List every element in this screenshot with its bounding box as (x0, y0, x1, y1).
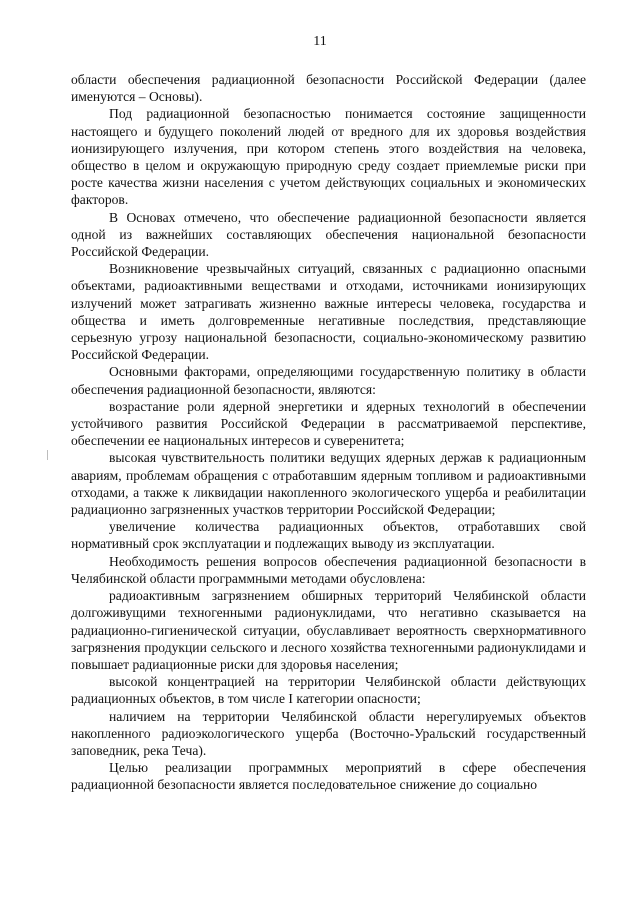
paragraph-13: Целью реализации программных мероприятий в сфере обеспечения радиационной безопасности является последовательное снижение до социально (71, 760, 586, 793)
page-number: 11 (313, 34, 327, 49)
paragraph-11: высокой концентрацией на территории Челябинской области действующих радиационных объектов, в том числе I категории опасности; (71, 674, 586, 707)
paragraph-5: Основными факторами, определяющими государственную политику в области обеспечения радиационной безопасности, являются: (71, 364, 586, 397)
paragraph-3: В Основах отмечено, что обеспечение радиационной безопасности является одной из важнейших составляющих обеспечения национальной безопасности Российской Федерации. (71, 209, 586, 260)
paragraph-8: увеличение количества радиационных объектов, отработавших свой нормативный срок эксплуатации и подлежащих выводу из эксплуатации. (71, 519, 586, 552)
paragraph-9: Необходимость решения вопросов обеспечения радиационной безопасности в Челябинской области программными методами обусловлена: (71, 553, 586, 586)
paragraph-12: наличием на территории Челябинской области нерегулируемых объектов накопленного радиоэкологического ущерба (Восточно-Уральский государственный заповедник, река Теча). (71, 708, 586, 758)
paragraph-1: области обеспечения радиационной безопасности Российской Федерации (далее именуются – Основы). (71, 72, 586, 105)
paragraph-7: высокая чувствительность политики ведущих ядерных держав к радиационным авариям, проблемам обращения с отработавшим ядерным топливом и радиоактивными отходами, а также к ликвидации накопленного экологического ущерба и реабилитации радиационно загрязненных участков территории Российской Федерации; (71, 450, 586, 518)
scan-artifact-mark (47, 450, 48, 460)
paragraph-6: возрастание роли ядерной энергетики и ядерных технологий в обеспечении устойчивого развития Российской Федерации в рассматриваемой перспективе, обеспечении ее национальных интересов и суверенитета; (71, 398, 586, 449)
paragraph-2: Под радиационной безопасностью понимается состояние защищенности настоящего и будущего поколений людей от вредного для их здоровья воздействия ионизирующего излучения, при котором степень этого воздействия на человека, общество в целом и окружающую природную среду создает приемлемые риски при росте качества жизни населения с учетом действующих социальных и экономических факторов. (71, 106, 586, 208)
paragraph-4: Возникновение чрезвычайных ситуаций, связанных с радиационно опасными объектами, радиоактивными веществами и отходами, источниками ионизирующих излучений может затрагивать жизненно важные интересы человека, государства и общества и иметь долговременные негативные последствия, представляющие серьезную угрозу национальной безопасности, социально-экономическому развитию Российской Федерации. (71, 261, 586, 363)
paragraph-10: радиоактивным загрязнением обширных территорий Челябинской области долгоживущими техногенными радионуклидами, что негативно сказывается на радиационно-гигиенической ситуации, обуславливает вероятность сверхнормативного загрязнения продукции сельского и лесного хозяйства техногенными радионуклидами и повышает радиационные риски для здоровья населения; (71, 588, 586, 672)
document-body (71, 71, 586, 794)
